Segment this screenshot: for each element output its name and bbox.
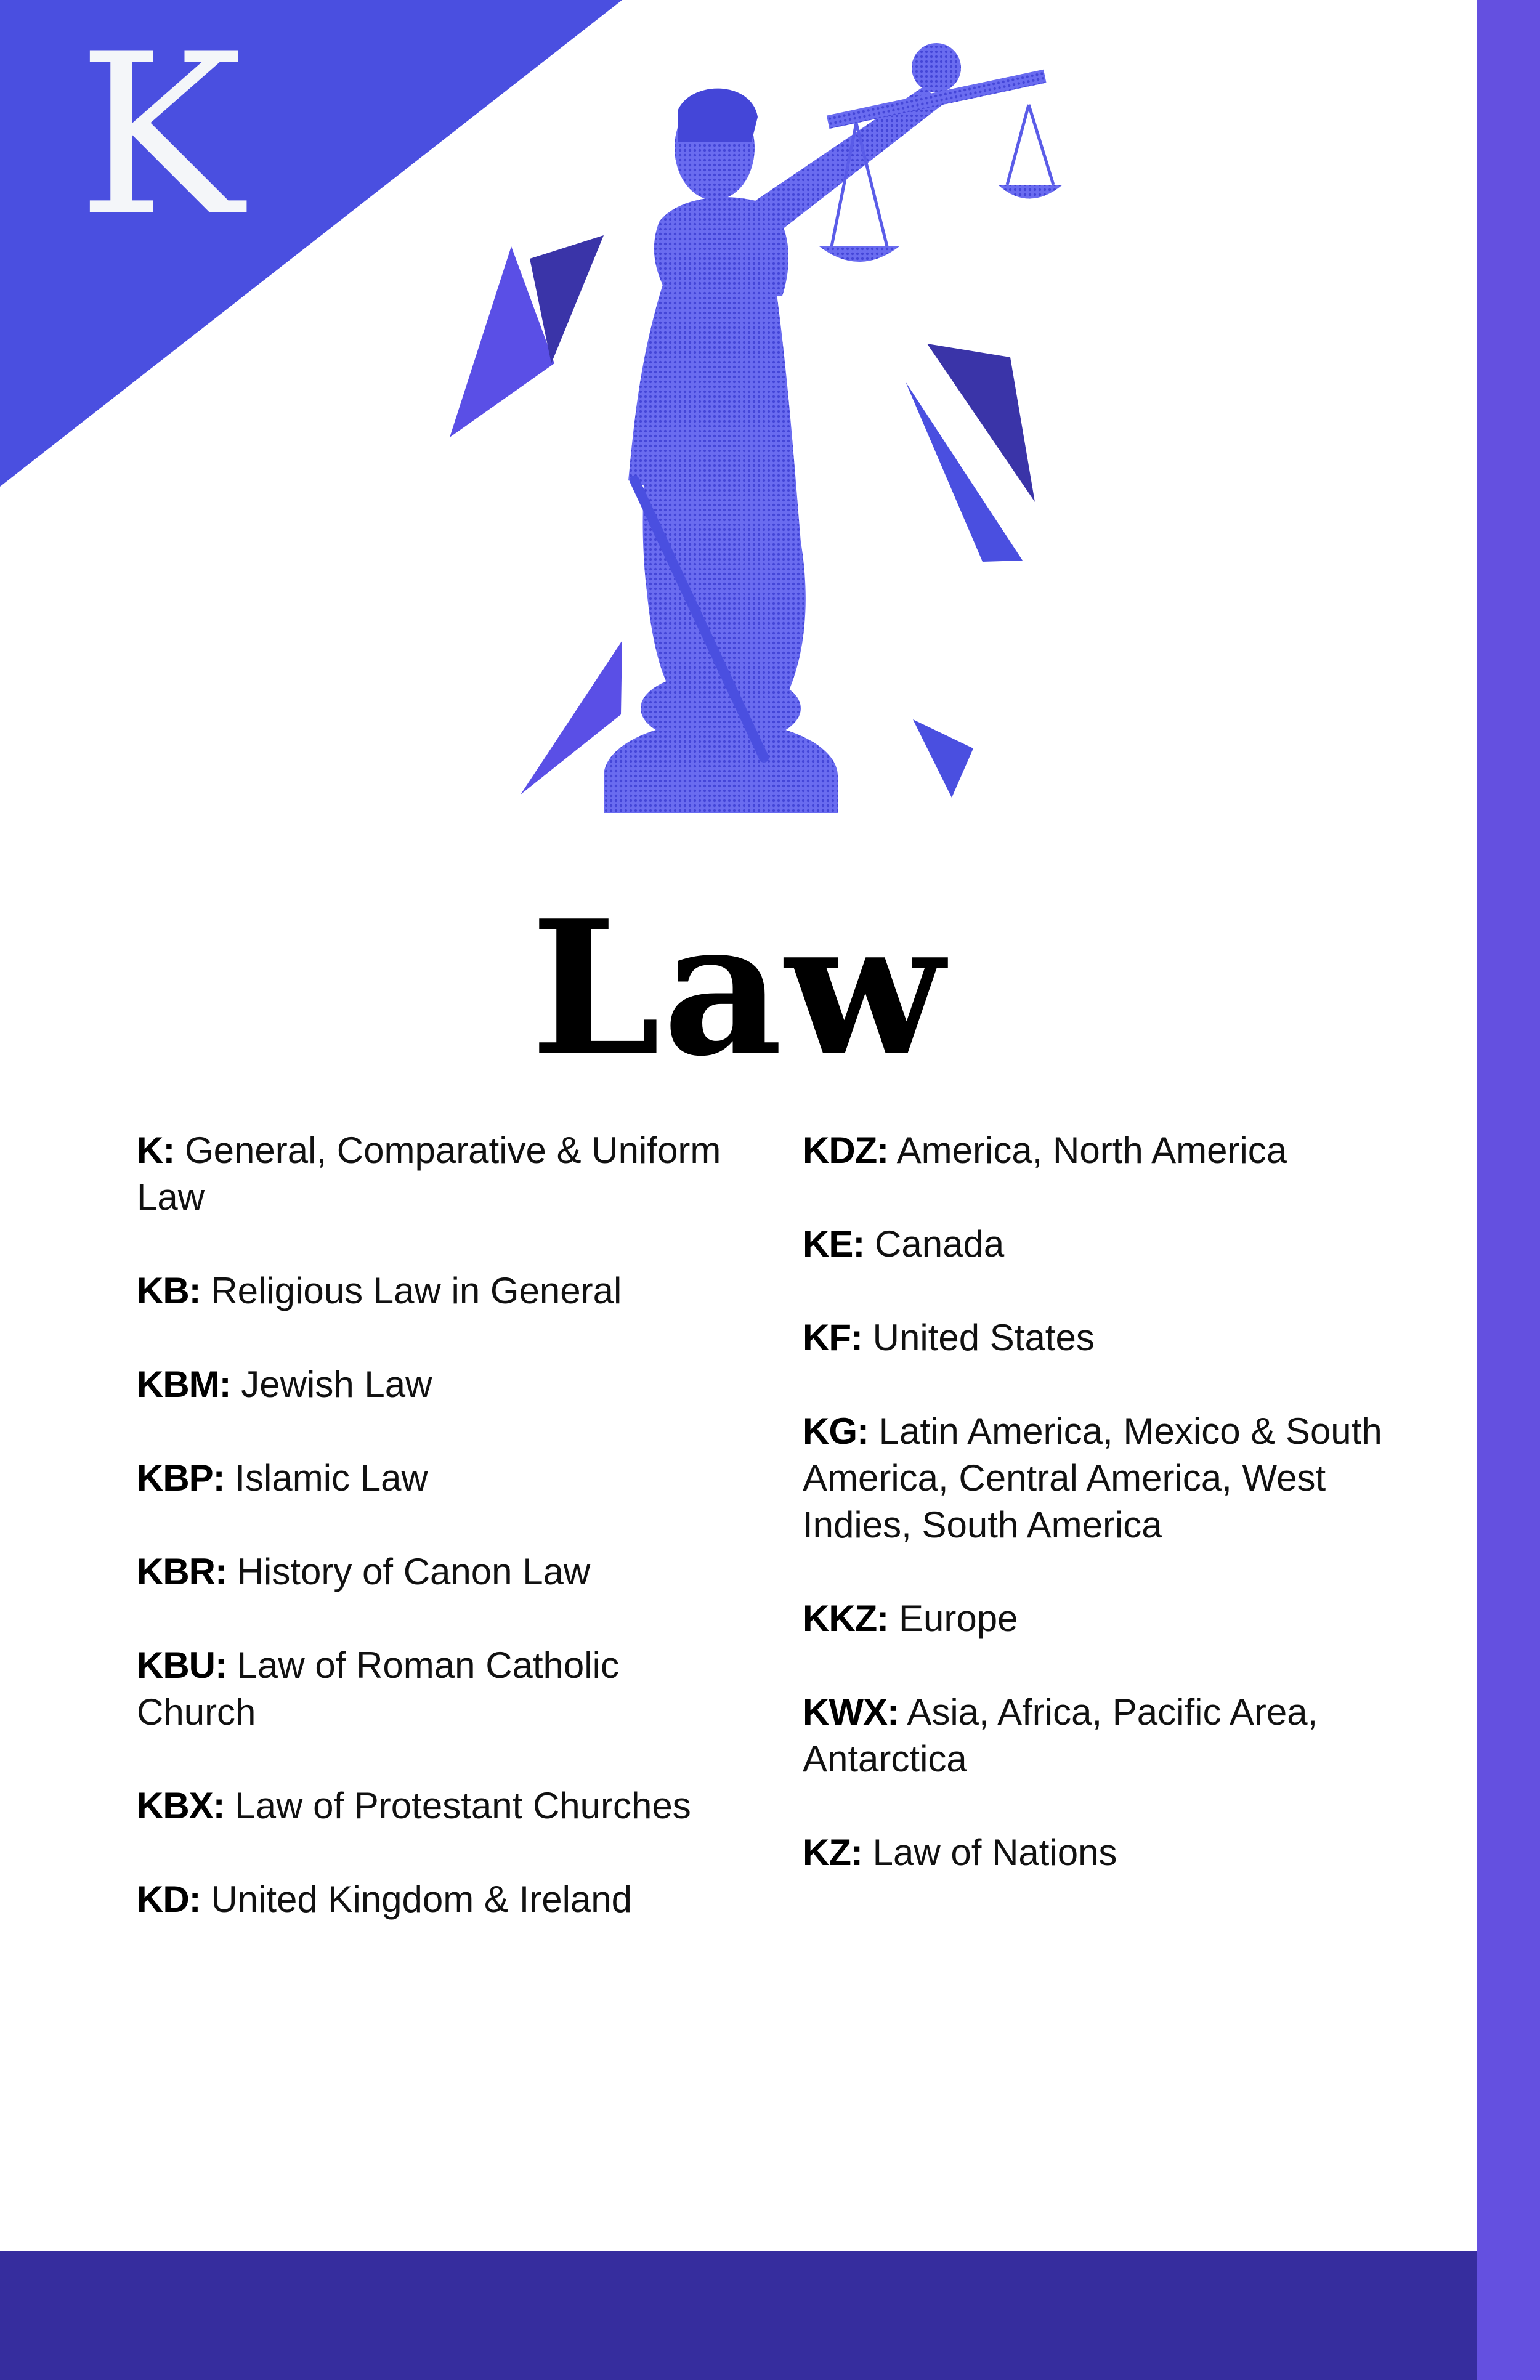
class-description: Islamic Law bbox=[235, 1457, 428, 1499]
list-item bbox=[803, 1221, 1394, 1268]
class-code: KE: bbox=[803, 1223, 865, 1265]
shard-6 bbox=[913, 719, 973, 798]
list-item bbox=[137, 1455, 740, 1502]
list-item bbox=[803, 1829, 1394, 1876]
list-item bbox=[803, 1314, 1394, 1361]
class-code: KKZ: bbox=[803, 1598, 889, 1639]
class-code: KBR: bbox=[137, 1551, 227, 1592]
class-code: KB: bbox=[137, 1270, 201, 1311]
class-description: United Kingdom & Ireland bbox=[211, 1879, 633, 1920]
class-description: Law of Protestant Churches bbox=[235, 1785, 691, 1826]
list-item bbox=[803, 1595, 1394, 1642]
page-title: Law bbox=[530, 880, 947, 1097]
class-code: KF: bbox=[803, 1317, 862, 1358]
class-description: Latin America, Mexico & South America, Central America, West Indies, South America bbox=[803, 1411, 1382, 1545]
class-code: KBP: bbox=[137, 1457, 225, 1499]
class-description: Religious Law in General bbox=[211, 1270, 622, 1311]
class-code: K: bbox=[137, 1130, 175, 1171]
list-item bbox=[137, 1361, 740, 1408]
shard-3 bbox=[927, 344, 1035, 502]
class-code: KBX: bbox=[137, 1785, 225, 1826]
list-item bbox=[803, 1408, 1394, 1548]
class-description: Canada bbox=[875, 1223, 1005, 1265]
class-description: General, Comparative & Uniform Law bbox=[137, 1130, 721, 1218]
list-item bbox=[803, 1689, 1394, 1783]
class-code: KG: bbox=[803, 1411, 869, 1452]
class-description: Law of Nations bbox=[872, 1832, 1117, 1873]
class-description: History of Canon Law bbox=[237, 1551, 591, 1592]
corner-letter: K bbox=[78, 6, 243, 264]
list-item bbox=[137, 1876, 740, 1923]
class-code: KWX: bbox=[803, 1691, 899, 1733]
class-code: KZ: bbox=[803, 1832, 862, 1873]
classification-list-left bbox=[137, 1127, 740, 1970]
lady-justice-statue-icon bbox=[431, 0, 1109, 813]
list-item bbox=[803, 1127, 1394, 1174]
list-item bbox=[137, 1548, 740, 1595]
class-code: KBM: bbox=[137, 1364, 231, 1405]
classification-list-right bbox=[803, 1127, 1394, 1923]
class-description: Jewish Law bbox=[241, 1364, 432, 1405]
class-description: Law of Roman Catholic Church bbox=[137, 1645, 619, 1733]
class-description: America, North America bbox=[896, 1130, 1287, 1171]
class-description: United States bbox=[872, 1317, 1095, 1358]
class-code: KBU: bbox=[137, 1645, 227, 1686]
list-item bbox=[137, 1268, 740, 1314]
list-item bbox=[137, 1783, 740, 1829]
class-code: KDZ: bbox=[803, 1130, 889, 1171]
bottom-accent-bar bbox=[0, 2251, 1477, 2380]
right-accent-bar bbox=[1477, 0, 1540, 2380]
class-code: KD: bbox=[137, 1879, 201, 1920]
class-description: Asia, Africa, Pacific Area, Antarctica bbox=[803, 1691, 1318, 1779]
list-item bbox=[137, 1127, 740, 1221]
class-description: Europe bbox=[898, 1598, 1018, 1639]
list-item bbox=[137, 1642, 740, 1736]
